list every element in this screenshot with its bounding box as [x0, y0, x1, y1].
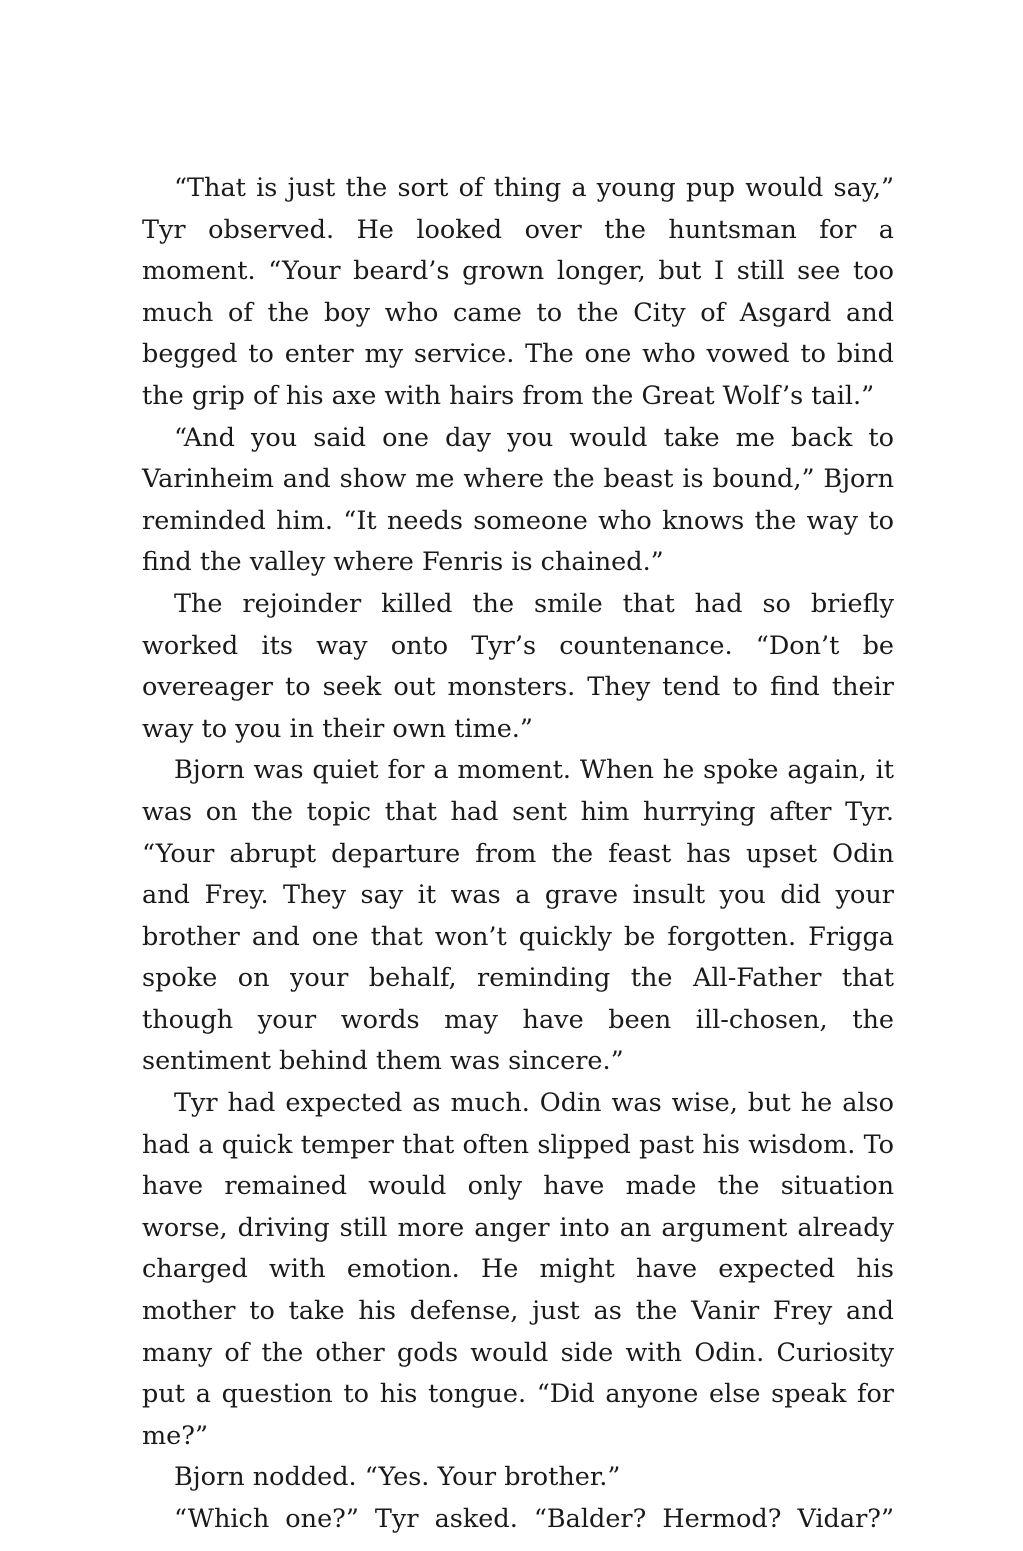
paragraph: Bjorn nodded. “Yes. Your brother.”	[174, 1462, 621, 1493]
paragraph: Bjorn was quiet for a moment. When he spoke again, it was on the topic that had sent him hurrying after Tyr. “Your abrupt departure from the feast has upset Odin and Frey. They say it was a grave insult you did your brother and one that won’t quickly be forgotten. Frigga spoke on your behalf, reminding the All-Father that though your words may have been ill-chosen, the sentiment behind them was sincere.”	[142, 755, 894, 1077]
paragraph: “Which one?” Tyr asked. “Balder? Hermod? Vidar?”	[174, 1504, 894, 1534]
paragraph: “That is just the sort of thing a young pup would say,” Tyr observed. He looked over the huntsman for a moment. “Your beard’s grown longer, but I still see too much of the boy who came to the City of Asgard and begged to enter my service. The one who vowed to bind the grip of his axe with hairs from the Great Wolf’s tail.”	[142, 173, 894, 411]
book-page-body	[142, 168, 894, 1541]
paragraph: Tyr had expected as much. Odin was wise, but he also had a quick temper that often slipped past his wisdom. To have remained would only have made the situation worse, driving still more anger into an argument already charged with emotion. He might have expected his mother to take his defense, just as the Vanir Frey and many of the other gods would side with Odin. Curiosity put a question to his tongue. “Did anyone else speak for me?”	[142, 1088, 894, 1451]
paragraph: The rejoinder killed the smile that had so briefly worked its way onto Tyr’s countenance. “Don’t be overeager to seek out monsters. They tend to find their way to you in their own time.”	[142, 588, 894, 744]
paragraph: “And you said one day you would take me back to Varinheim and show me where the beast is bound,” Bjorn reminded him. “It needs someone who knows the way to find the valley where Fenris is chained.”	[142, 422, 894, 578]
